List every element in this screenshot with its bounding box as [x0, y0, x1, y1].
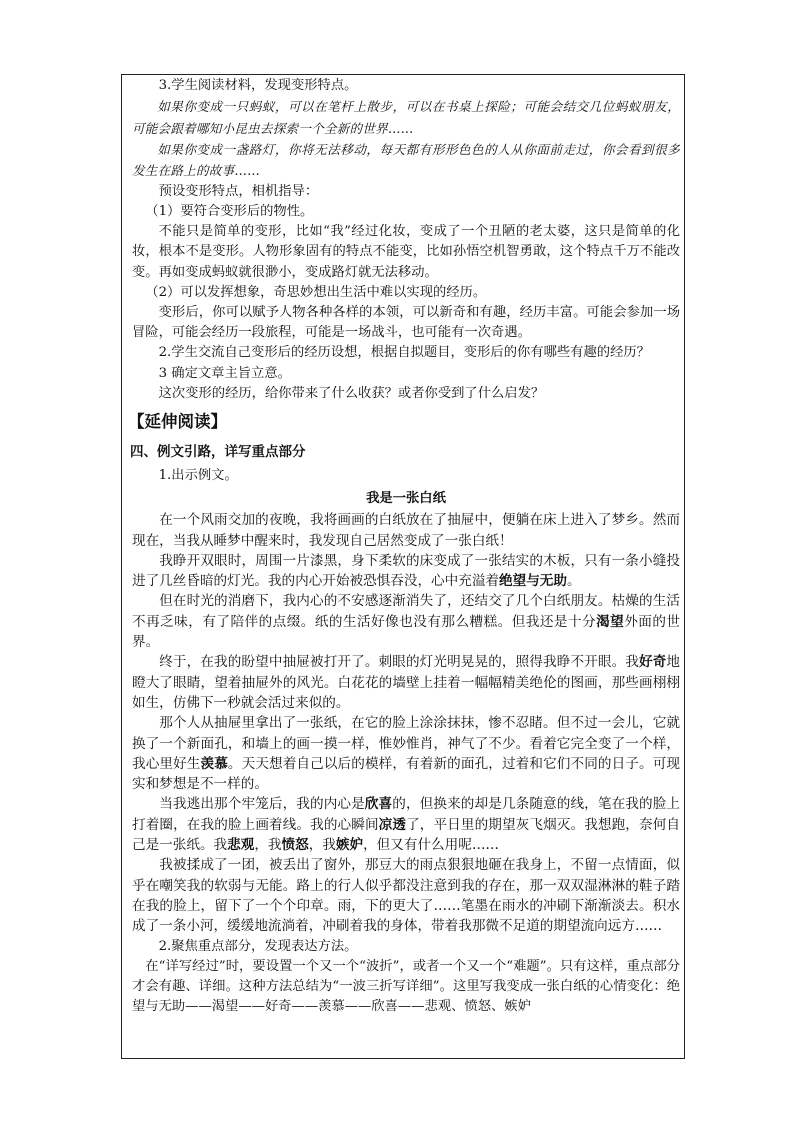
sample-ant: 如果你变成一只蚂蚁，可以在笔杆上散步，可以在书桌上探险；可能会结交几位蚂蚁朋友，可能会跟着哪知小昆虫去探索一个全新的世界……: [132, 99, 680, 136]
step-show-example: 1.出示例文。: [158, 468, 238, 484]
point-2-text: 变形后，你可以赋予人物各种各样的本领，可以新奇和有趣，经历丰富。可能会参加一场冒险，可能会经历一段旅程，可能是一场战斗，也可能有一次奇遇。: [132, 305, 680, 341]
story-paragraph: [132, 794, 680, 855]
text-run: 外面的世界。: [132, 613, 681, 651]
method-summary: 在“详写经过”时，要设置一个又一个“波折”，或者一个又一个“难题”。只有这样，重点部分才会有趣、详细。这种方法总结为“一波三折写详细”。这里写我变成一张白纸的心情变化：绝望与无助——渴望——好奇——羡慕——欣喜——悲观、愤怒、嫉妒: [132, 958, 680, 1015]
text-run: ，但又有什么用呢……: [363, 837, 500, 854]
point-1-text: 不能只是简单的变形，比如“我”经过化妆，变成了一个丑陋的老太婆，这只是简单的化妆，根本不是变形。人物形象固有的特点不能变，比如孙悟空机智勇敢，这个特点千万不能改变。再如变成蚂蚁就很渺小，变成路灯就无法移动。: [132, 224, 680, 280]
step-theme: 3 确定文章主旨立意。: [158, 365, 291, 381]
step-read-material: 3.学生阅读材料，发现变形特点。: [158, 78, 358, 93]
document-body: [128, 76, 681, 1017]
text-run: 。: [567, 573, 581, 590]
text-run: 但在时光的消磨下，我内心的不安感逐渐消失了，还结交了几个白纸朋友。枯燥的生活不再乏味，有了陪伴的点缀。纸的生活好像也没有那么糟糕。但我还是十分: [132, 593, 680, 630]
step-focus-method: 2.聚焦重点部分，发现表达方法。: [158, 938, 358, 954]
emotion-keyword: 好奇: [639, 654, 667, 671]
step-exchange: 2.学生交流自己变形后的经历设想，根据自拟题目，变形后的你有哪些有趣的经历？: [158, 345, 650, 361]
story-paragraph: [132, 713, 680, 794]
text-run: 地瞪大了眼睛，望着抽屉外的风光。白花花的墙壁上挂着一幅幅精美绝伦的图画，那些画栩栩如生，仿佛下一秒就会活过来似的。: [132, 654, 681, 711]
reflection-question: 这次变形的经历，给你带来了什么收获？或者你受到了什么启发？: [158, 385, 545, 401]
section-extended-reading: 【延伸阅读】: [128, 412, 227, 432]
story-body: [132, 510, 680, 936]
text-run: 终于，在我的盼望中抽屉被打开了。刺眼的灯光明晃晃的，照得我睁不开眼。我: [159, 654, 639, 671]
emotion-keyword: 凉透: [378, 816, 407, 833]
text-run: ，我: [308, 837, 336, 854]
emotion-keyword: 悲观: [227, 837, 255, 854]
emotion-keyword: 羡慕: [200, 755, 228, 772]
emotion-keyword: 愤怒: [281, 837, 309, 854]
story-title: 我是一张白纸: [366, 491, 446, 507]
text-run: 的，但换来的却是几条随意的线，笔在我的脸上打着圈，在我的脸上画着线。我的心瞬间: [132, 796, 681, 833]
story-paragraph: [132, 551, 680, 592]
preset-guidance: 预设变形特点，相机指导：: [158, 183, 319, 199]
text-run: 那个人从抽屉里拿出了一张纸，在它的脸上涂涂抹抹，惨不忍睹。但不过一会儿，它就换了一个新面孔，和墙上的画一摸一样，惟妙惟肖，神气了不少。看着它完全变了一个样，我心里好生: [132, 715, 680, 772]
text-run: ，我: [254, 837, 282, 854]
part-4-title: 四、例文引路，详写重点部分: [130, 444, 306, 461]
text-run: 了，平日里的期望灰飞烟灭。我想跑，奈何自己是一张纸。我: [132, 816, 681, 854]
emotion-keyword: 欣喜: [364, 796, 393, 813]
story-paragraph: [132, 591, 680, 652]
emotion-keyword: 绝望与无助: [499, 573, 567, 590]
sample-streetlamp: 如果你变成一盏路灯，你将无法移动，每天都有形形色色的人从你面前走过，你会看到很多发生在路上的故事……: [132, 142, 680, 179]
story-paragraph: 在一个风雨交加的夜晚，我将画画的白纸放在了抽屉中，便躺在床上进入了梦乡。然而现在，当我从睡梦中醒来时，我发现自己居然变成了一张白纸！: [132, 512, 680, 549]
emotion-keyword: 渴望: [596, 613, 625, 630]
text-run: 当我逃出那个牢笼后，我的内心是: [159, 796, 365, 813]
point-2-heading: （2）可以发挥想象，奇思妙想出生活中难以实现的经历。: [145, 284, 487, 300]
point-1-heading: （1）要符合变形后的物性。: [145, 204, 314, 220]
story-paragraph: [132, 652, 680, 713]
story-paragraph: 我被揉成了一团，被丢出了窗外，那豆大的雨点狠狠地砸在我身上，不留一点情面，似乎在嘲笑我的软弱与无能。路上的行人似乎都没注意到我的存在，那一双双湿淋淋的鞋子踏在我的脸上，留下了一个个印章。雨，下的更大了……笔墨在雨水的冲刷下渐渐淡去。积水成了一条小河，缓缓地流淌着，冲刷着我的身体，带着我那微不足道的期望流向远方……: [132, 857, 680, 935]
text-run: 。天天想着自己以后的模样，有着新的面孔，过着和它们不同的日子。可现实和梦想是不一样的。: [132, 755, 681, 793]
emotion-keyword: 嫉妒: [335, 837, 364, 854]
text-run: 我睁开双眼时，周围一片漆黑，身下柔软的床变成了一张结实的木板，只有一条小缝投进了几丝昏暗的灯光。我的内心开始被恐惧吞没，心中充溢着: [132, 552, 680, 590]
